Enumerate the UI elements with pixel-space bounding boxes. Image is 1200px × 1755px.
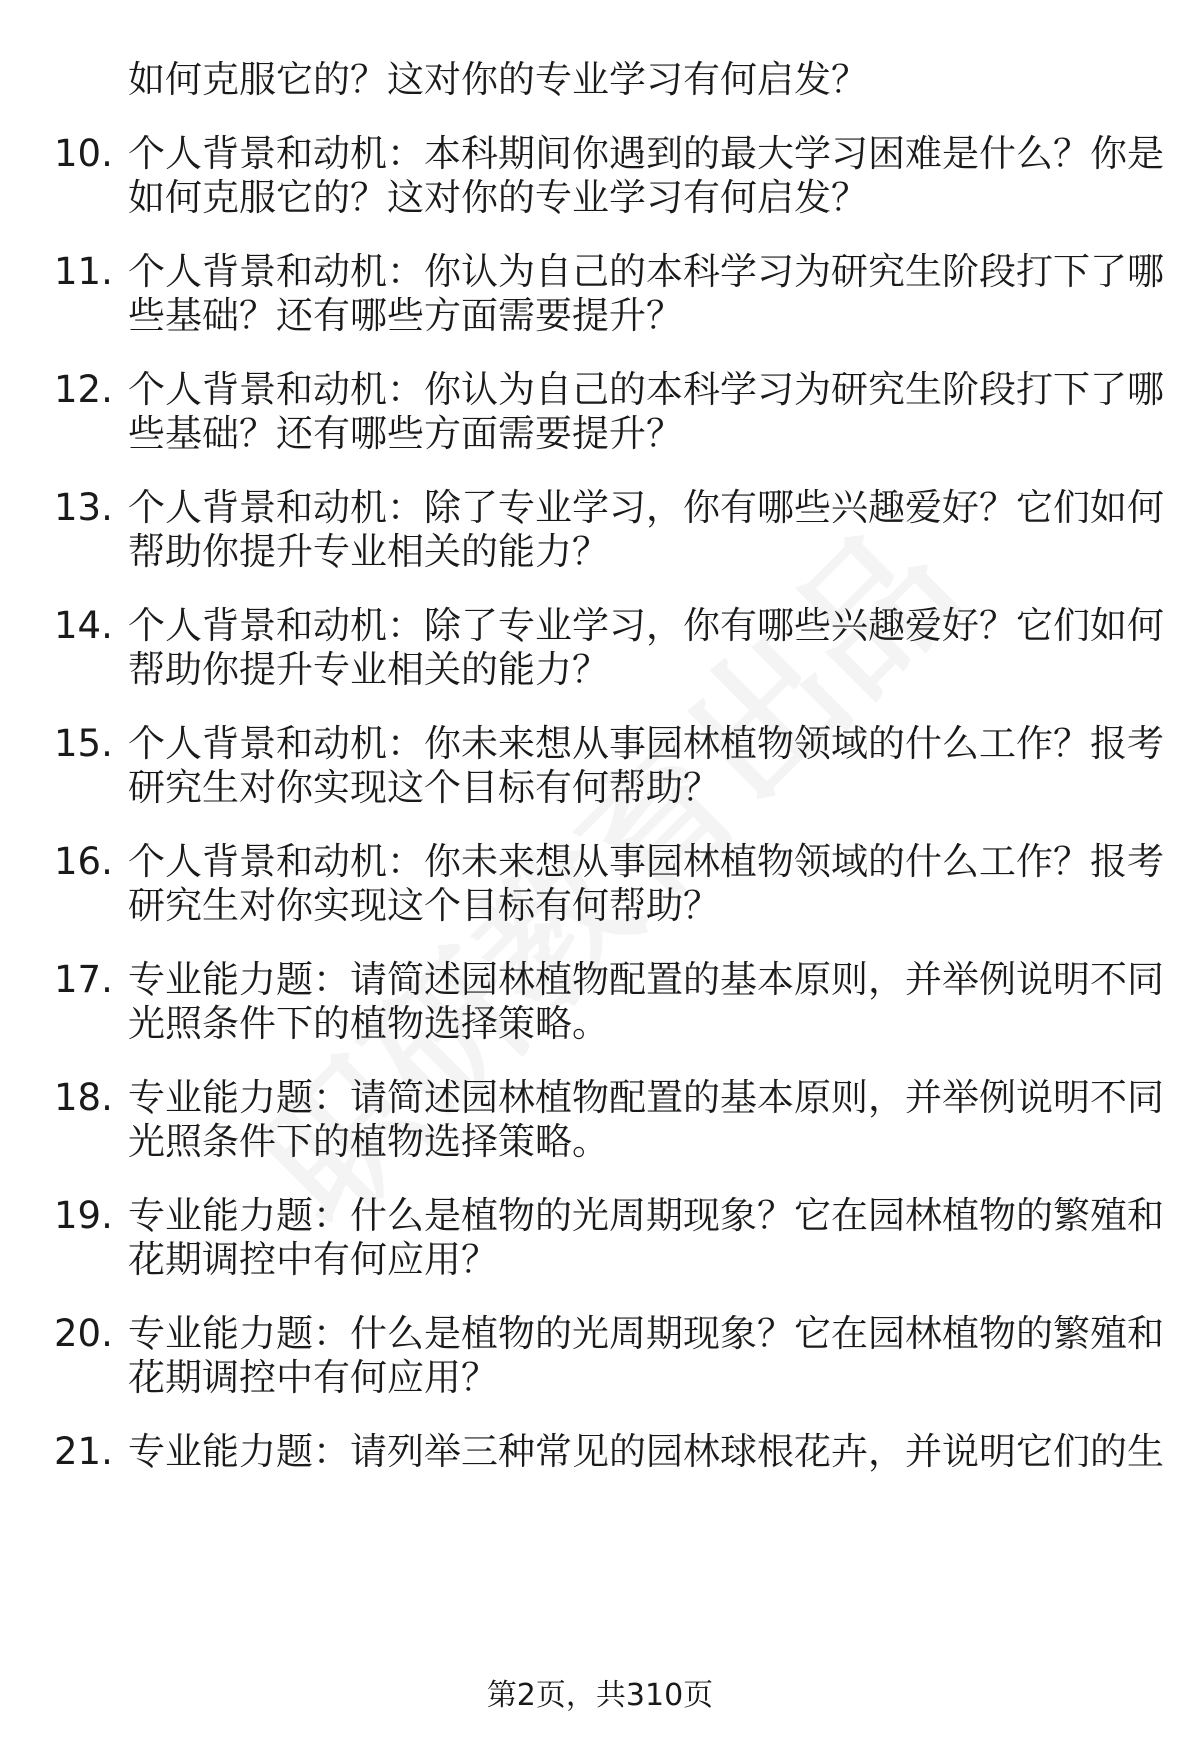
item-number: 20.	[54, 1312, 113, 1355]
item-line: 个人背景和动机：本科期间你遇到的最大学习困难是什么？你是	[128, 132, 1164, 175]
item-line: 个人背景和动机：你未来想从事园林植物领域的什么工作？报考	[128, 840, 1164, 883]
item-line: 个人背景和动机：除了专业学习，你有哪些兴趣爱好？它们如何	[128, 604, 1164, 647]
page-footer: 第2页，共310页	[486, 1678, 714, 1713]
item-line: 个人背景和动机：你认为自己的本科学习为研究生阶段打下了哪	[128, 250, 1164, 293]
item-line: 专业能力题：请简述园林植物配置的基本原则，并举例说明不同	[128, 1076, 1164, 1119]
item-line: 个人背景和动机：你未来想从事园林植物领域的什么工作？报考	[128, 722, 1164, 765]
item-line: 帮助你提升专业相关的能力？	[128, 648, 609, 691]
item-line: 花期调控中有何应用？	[128, 1238, 498, 1281]
item-line: 研究生对你实现这个目标有何帮助？	[128, 884, 720, 927]
item-line: 个人背景和动机：你认为自己的本科学习为研究生阶段打下了哪	[128, 368, 1164, 411]
item-number: 12.	[54, 368, 113, 411]
item-number: 13.	[54, 486, 113, 529]
item-number: 21.	[54, 1430, 113, 1473]
item-line: 专业能力题：什么是植物的光周期现象？它在园林植物的繁殖和	[128, 1312, 1164, 1355]
item-number: 15.	[54, 722, 113, 765]
item-number: 14.	[54, 604, 113, 647]
item-line: 如何克服它的？这对你的专业学习有何启发？	[128, 176, 868, 219]
item-number: 18.	[54, 1076, 113, 1119]
item-line: 光照条件下的植物选择策略。	[128, 1120, 609, 1163]
item-number: 16.	[54, 840, 113, 883]
item-number: 11.	[54, 250, 113, 293]
item-line: 专业能力题：请简述园林植物配置的基本原则，并举例说明不同	[128, 958, 1164, 1001]
item-line: 专业能力题：什么是植物的光周期现象？它在园林植物的繁殖和	[128, 1194, 1164, 1237]
item-line: 光照条件下的植物选择策略。	[128, 1002, 609, 1045]
item-number: 10.	[54, 132, 113, 175]
item-line: 些基础？还有哪些方面需要提升？	[128, 412, 683, 455]
item-line: 帮助你提升专业相关的能力？	[128, 530, 609, 573]
item-line: 研究生对你实现这个目标有何帮助？	[128, 766, 720, 809]
item-number: 19.	[54, 1194, 113, 1237]
item-number: 17.	[54, 958, 113, 1001]
item-line: 花期调控中有何应用？	[128, 1356, 498, 1399]
item-line: 专业能力题：请列举三种常见的园林球根花卉，并说明它们的生	[128, 1430, 1164, 1473]
item-line: 个人背景和动机：除了专业学习，你有哪些兴趣爱好？它们如何	[128, 486, 1164, 529]
item-line: 些基础？还有哪些方面需要提升？	[128, 294, 683, 337]
continuation-line: 如何克服它的？这对你的专业学习有何启发？	[128, 58, 868, 101]
